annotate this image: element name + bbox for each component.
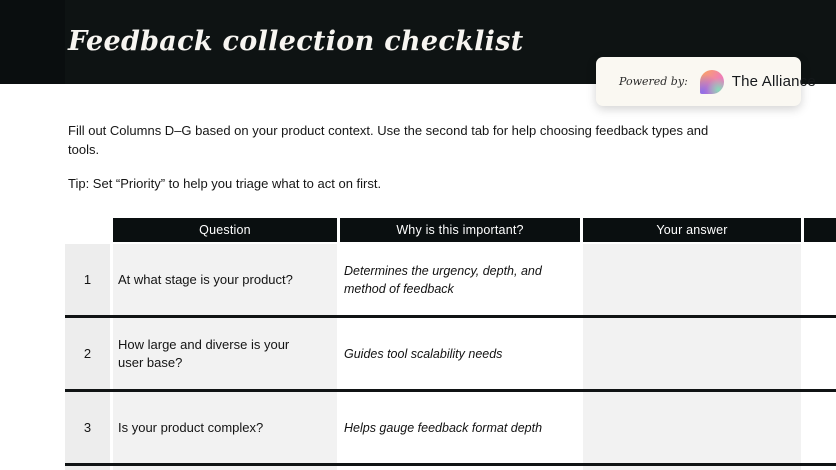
why-important-cell: Helps gauge feedback format depth <box>340 392 580 463</box>
intro-paragraph: Fill out Columns D–G based on your product context. Use the second tab for help choosing feedback types and tools. <box>68 123 709 157</box>
powered-by-badge[interactable] <box>596 57 816 106</box>
question-cell <box>113 466 337 470</box>
table-row <box>65 244 836 318</box>
question-cell: Is your product complex? <box>113 392 337 463</box>
extra-cell <box>804 392 836 463</box>
row-number <box>65 466 110 470</box>
why-important-cell: Guides tool scalability needs <box>340 318 580 389</box>
answer-cell[interactable] <box>583 392 801 463</box>
question-cell: At what stage is your product? <box>113 244 337 315</box>
column-header-why: Why is this important? <box>340 218 580 242</box>
column-header-answer: Your answer <box>583 218 801 242</box>
table-row <box>65 392 836 466</box>
page-title: Feedback collection checklist <box>68 26 524 57</box>
why-important-cell <box>340 466 580 470</box>
brand-name: The Alliance <box>731 73 816 90</box>
answer-cell[interactable] <box>583 318 801 389</box>
checklist-table <box>65 218 836 470</box>
row-number: 3 <box>65 392 110 463</box>
row-number: 2 <box>65 318 110 389</box>
extra-cell <box>804 244 836 315</box>
intro-tip: Tip: Set “Priority” to help you triage what to act on first. <box>68 176 382 191</box>
answer-cell <box>583 466 801 470</box>
row-number-header <box>65 218 110 242</box>
table-header-row <box>65 218 836 242</box>
column-header-question: Question <box>113 218 337 242</box>
row-number: 1 <box>65 244 110 315</box>
intro-section <box>68 121 733 193</box>
extra-cell <box>804 466 836 470</box>
topbar-left-strip <box>0 0 65 84</box>
extra-cell <box>804 318 836 389</box>
alliance-logo-icon <box>700 70 724 94</box>
powered-by-label: Powered by: <box>619 75 688 88</box>
column-header-extra <box>804 218 836 242</box>
table-row <box>65 318 836 392</box>
table-row-partial <box>65 466 836 470</box>
answer-cell[interactable] <box>583 244 801 315</box>
why-important-cell: Determines the urgency, depth, and method of feedback <box>340 244 580 315</box>
question-cell: How large and diverse is your user base? <box>113 318 337 389</box>
